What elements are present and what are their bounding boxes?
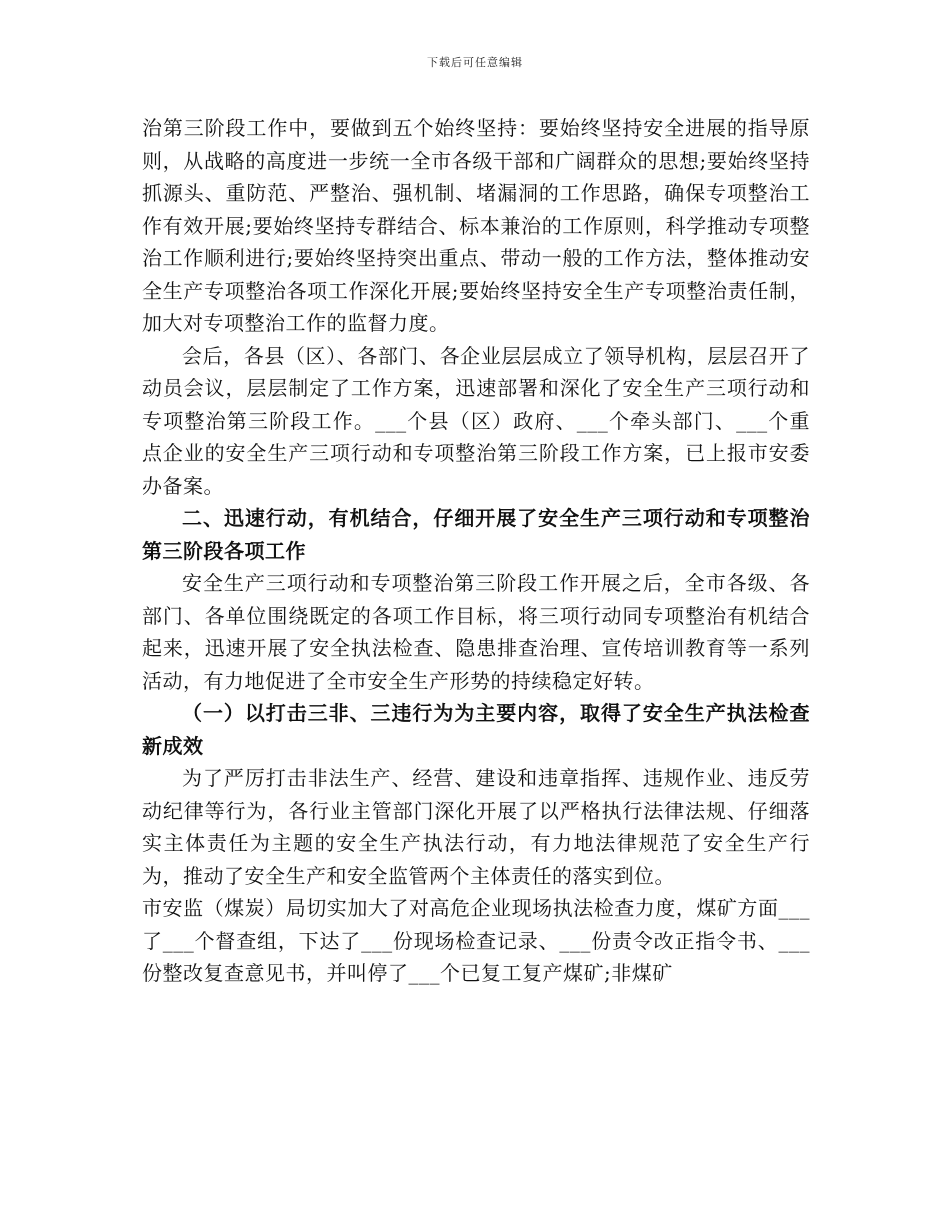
paragraph-section-two-intro: 安全生产三项行动和专项整治第三阶段工作开展之后，全市各级、各部门、各单位围绕既定的各项工作目标，将三项行动同专项整治有机结合起来，迅速开展了安全执法检查、隐患排查治理、宣传培训教育等一系列活动，有力地促进了全市安全生产形势的持续稳定好转。: [142, 571, 810, 693]
paragraph-law-enforcement: 为了严厉打击非法生产、经营、建设和违章指挥、违规作业、违反劳动纪律等行为，各行业主管部门深化开展了以严格执行法律法规、仔细落实主体责任为主题的安全生产执法行动，有力地法律规范了安全生产行为，推动了安全生产和安全监管两个主体责任的落实到位。: [142, 766, 810, 888]
paragraph-five-persistences: 治第三阶段工作中，要做到五个始终坚持：要始终坚持安全进展的指导原则，从战略的高度进一步统一全市各级干部和广阔群众的思想;要始终坚持抓源头、重防范、严整治、强机制、堵漏洞的工作思路，确保专项整治工作有效开展;要始终坚持专群结合、标本兼治的工作原则，科学推动专项整治工作顺利进行;要始终坚持突出重点、带动一般的工作方法，整体推动安全生产专项整治各项工作深化开展;要始终坚持安全生产专项整治责任制，加大对专项整治工作的监督力度。: [142, 116, 810, 335]
paragraph-after-meeting: 会后，各县（区）、各部门、各企业层层成立了领导机构，层层召开了动员会议，层层制定了工作方案，迅速部署和深化了安全生产三项行动和专项整治第三阶段工作。___个县（区）政府、___个牵头部门、___个重点企业的安全生产三项行动和专项整治第三阶段工作方案，已上报市安委办备案。: [142, 343, 810, 498]
paragraph-coal-bureau: 市安监（煤炭）局切实加大了对高危企业现场执法检查力度，煤矿方面___了___个督查组，下达了___份现场检查记录、___份责令改正指令书、___份整改复查意见书，并叫停了___个已复工复产煤矿;非煤矿: [142, 896, 810, 985]
subsection-heading-one: （一）以打击三非、三违行为为主要内容，取得了安全生产执法检查新成效: [142, 701, 810, 758]
page-header-note: 下载后可任意编辑: [427, 56, 523, 69]
document-body: [142, 112, 810, 990]
section-heading-two: 二、迅速行动，有机结合，仔细开展了安全生产三项行动和专项整治第三阶段各项工作: [142, 506, 810, 563]
